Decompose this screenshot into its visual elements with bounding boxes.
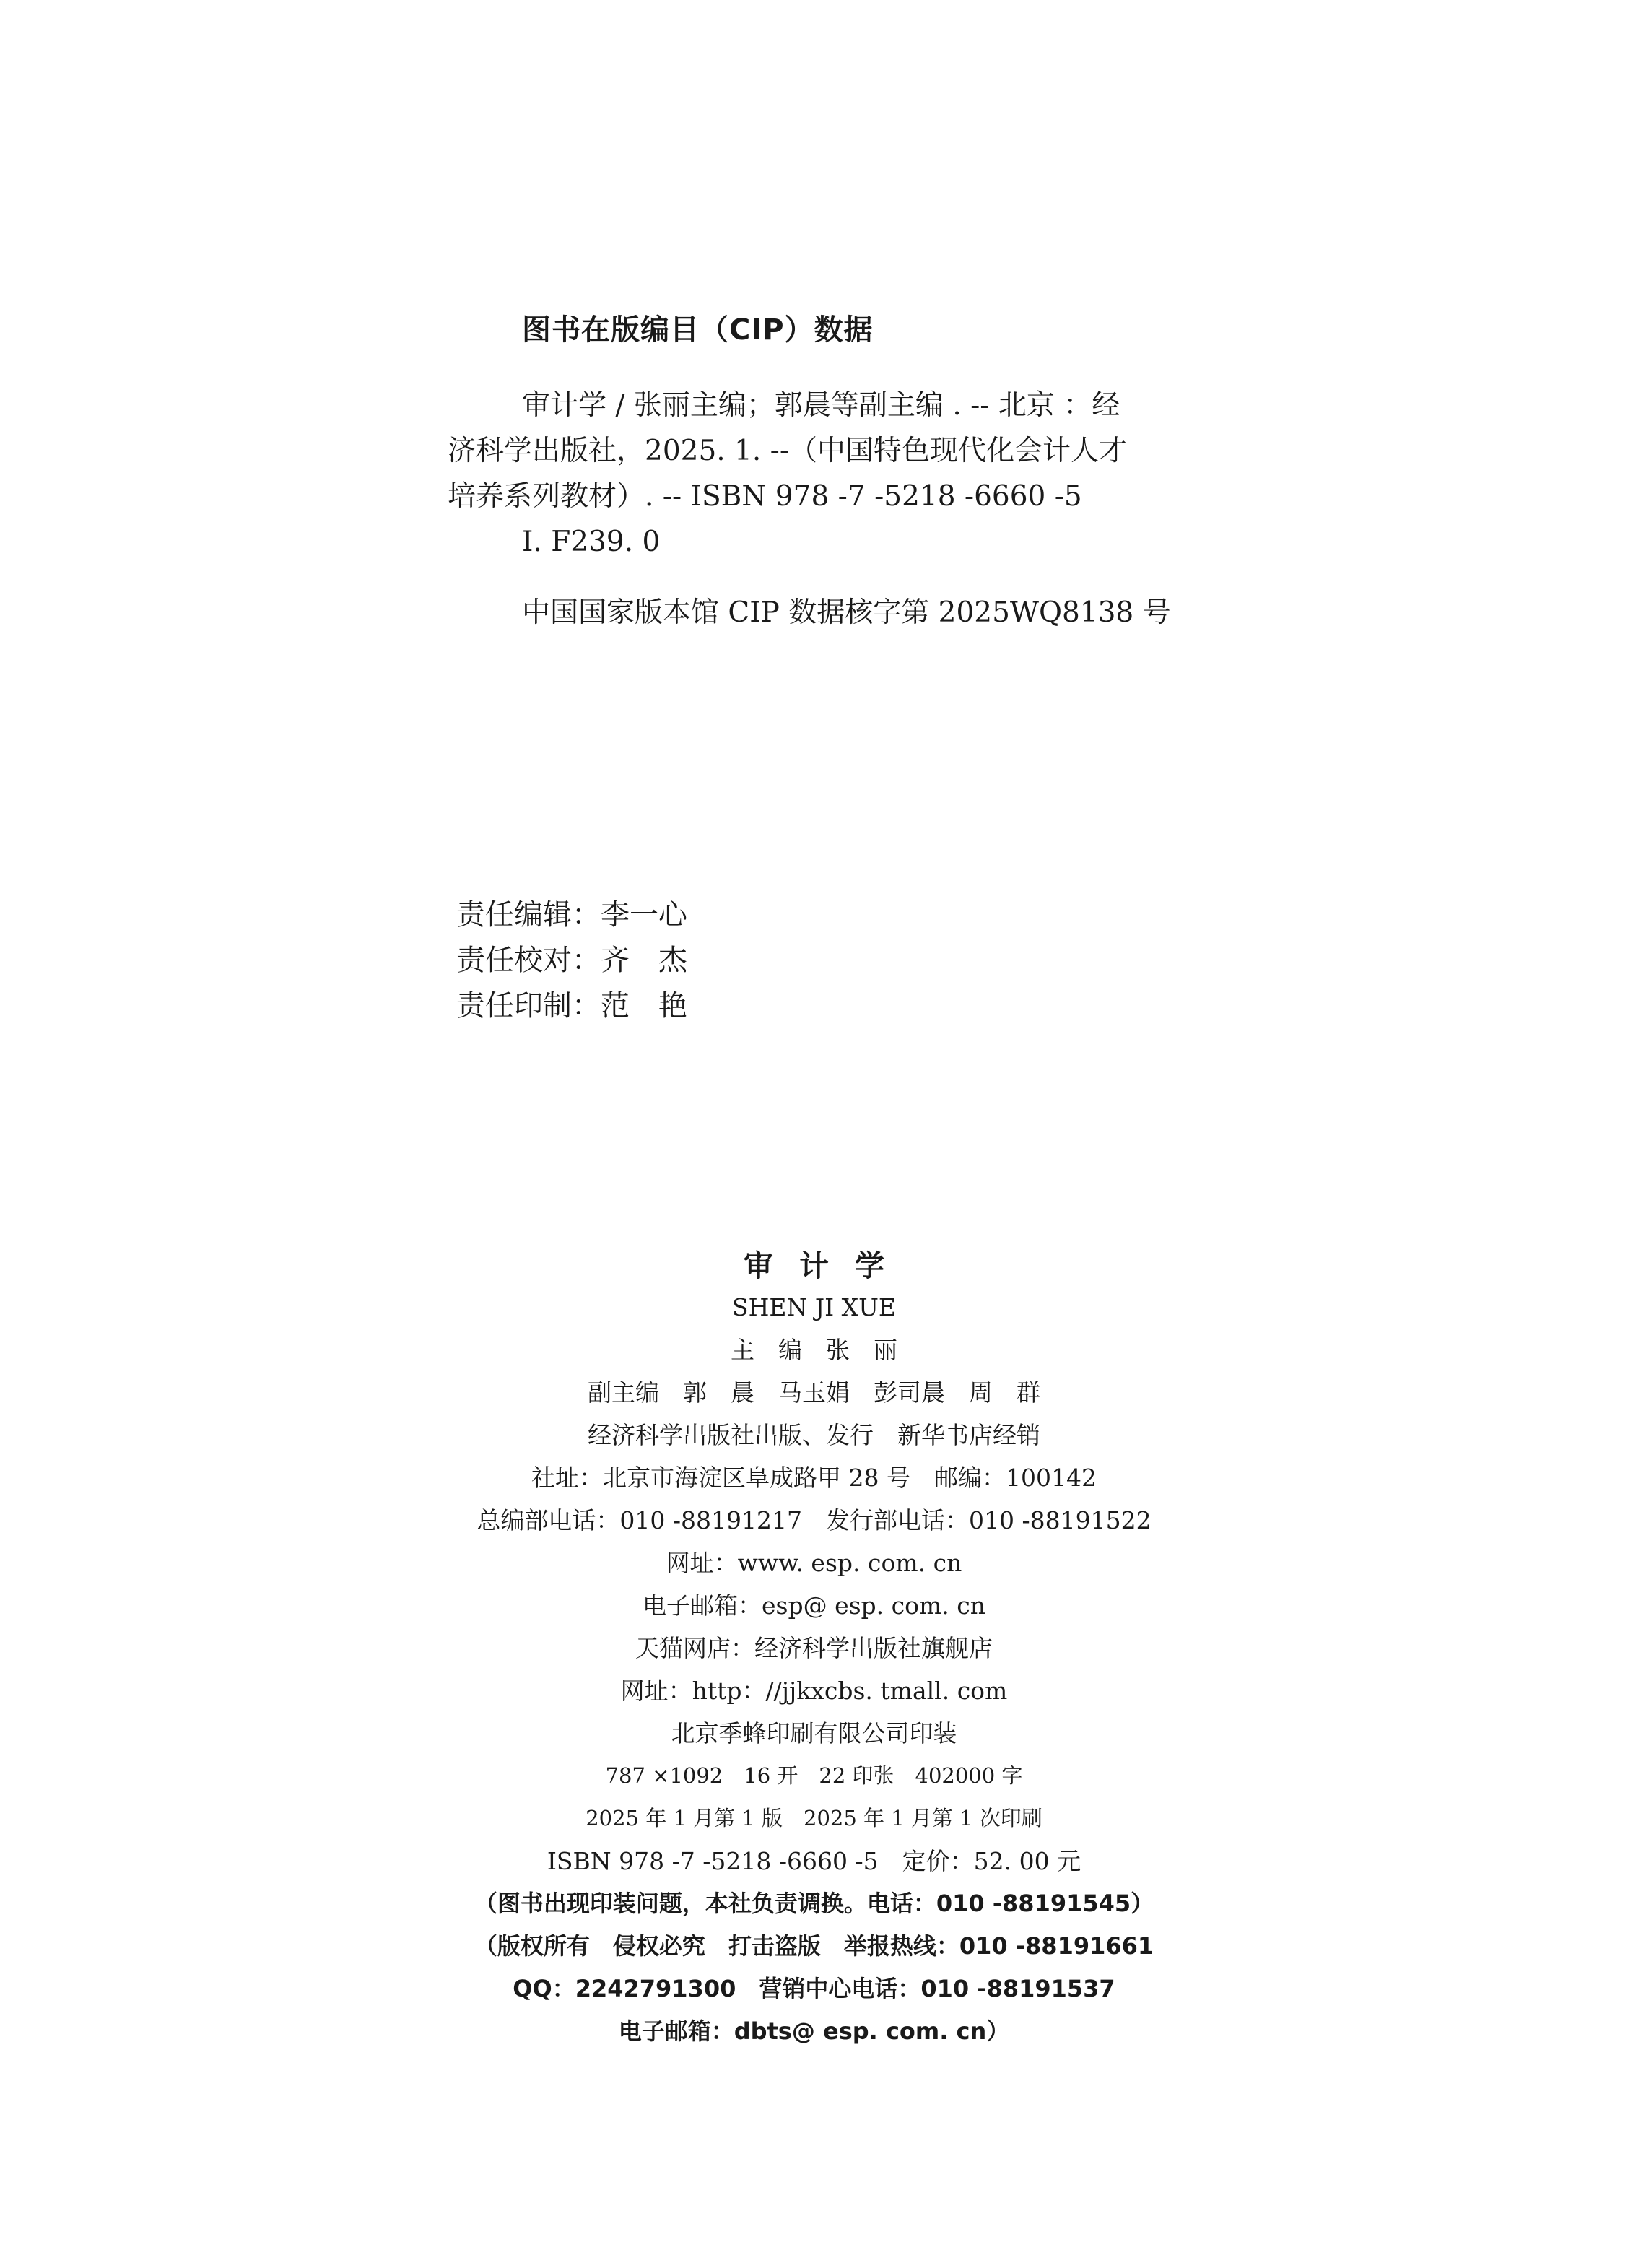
tmall-store: 天猫网店：经济科学出版社旗舰店 <box>635 1634 993 1662</box>
staff-name: 范 艳 <box>601 989 687 1022</box>
staff-row-editor <box>456 892 687 938</box>
tmall-url: 网址：http：//jjkxcbs. tmall. com <box>620 1677 1008 1705</box>
notice-line: （图书出现印装问题，本社负责调换。电话：010 -88191545） <box>474 1890 1154 1917</box>
cip-approval-number: 中国国家版本馆 CIP 数据核字第 2025WQ8138 号 <box>522 596 1171 629</box>
staff-name: 齐 杰 <box>601 944 687 977</box>
book-title-pinyin: SHEN JI XUE <box>732 1293 896 1321</box>
staff-row-printing <box>456 983 687 1029</box>
staff-row-proofreader <box>456 938 687 983</box>
publisher-line: 经济科学出版社出版、发行 新华书店经销 <box>588 1421 1040 1449</box>
staff-label: 责任编辑： <box>456 898 601 931</box>
book-specs: 787 ×1092 16 开 22 印张 402000 字 <box>605 1763 1023 1788</box>
cip-line: 济科学出版社，2025. 1. --（中国特色现代化会计人才 <box>448 435 1128 467</box>
notice-line: （版权所有 侵权必究 打击盗版 举报热线：010 -88191661 <box>474 1932 1154 1960</box>
chief-editor: 主 编 张 丽 <box>731 1336 897 1364</box>
cip-heading: 图书在版编目（CIP）数据 <box>522 313 874 347</box>
deputy-editors: 副主编 郭 晨 马玉娟 彭司晨 周 群 <box>588 1378 1040 1407</box>
staff-label: 责任印制： <box>456 989 601 1022</box>
staff-name: 李一心 <box>601 898 687 931</box>
cip-classification: Ⅰ. F239. 0 <box>522 526 661 558</box>
cip-record <box>448 383 1285 565</box>
notice-line: QQ：2242791300 营销中心电话：010 -88191537 <box>513 1975 1115 2002</box>
website: 网址：www. esp. com. cn <box>666 1549 962 1577</box>
publisher-address: 社址：北京市海淀区阜成路甲 28 号 邮编：100142 <box>531 1464 1097 1492</box>
phone-numbers: 总编部电话：010 -88191217 发行部电话：010 -88191522 <box>476 1506 1152 1534</box>
email: 电子邮箱：esp@ esp. com. cn <box>642 1591 985 1620</box>
edition-info: 2025 年 1 月第 1 版 2025 年 1 月第 1 次印刷 <box>586 1806 1042 1830</box>
cip-line: 培养系列教材）. -- ISBN 978 -7 -5218 -6660 -5 <box>448 480 1082 513</box>
printer: 北京季蜂印刷有限公司印装 <box>671 1719 957 1747</box>
colophon <box>0 1246 1628 2053</box>
notice-line: 电子邮箱：dbts@ esp. com. cn） <box>618 2017 1010 2045</box>
responsible-staff <box>456 892 687 1029</box>
book-title: 审计学 <box>744 1248 910 1283</box>
isbn-price: ISBN 978 -7 -5218 -6660 -5 定价：52. 00 元 <box>547 1847 1081 1875</box>
staff-label: 责任校对： <box>456 944 601 977</box>
cip-line: 审计学 / 张丽主编；郭晨等副主编 . -- 北京 ：经 <box>522 389 1120 422</box>
